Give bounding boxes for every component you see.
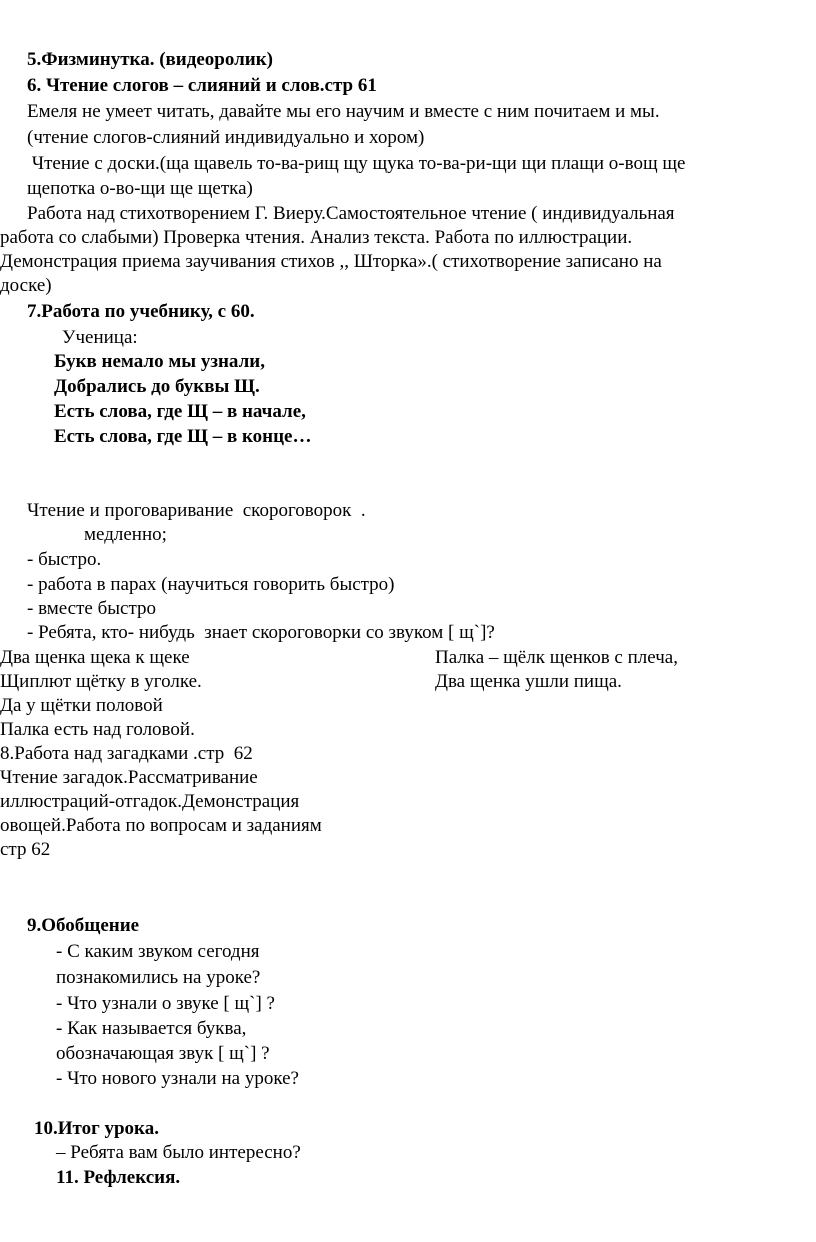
section-9-line: - Что узнали о звуке [ щ`] ?	[56, 993, 275, 1014]
section-7-heading: 7.Работа по учебнику, с 60.	[27, 301, 255, 322]
section-10-heading: 10.Итог урока.	[34, 1118, 159, 1139]
section-8-heading: 8.Работа над загадками .стр 62	[0, 743, 253, 764]
poem-line: Есть слова, где Щ – в конце…	[54, 426, 312, 447]
twister-right-line: Два щенка ушли пища.	[435, 671, 622, 692]
section-8-line: овощей.Работа по вопросам и заданиям	[0, 815, 322, 836]
twister-left-line: Палка есть над головой.	[0, 719, 195, 740]
step-item: - быстро.	[27, 549, 102, 570]
step-item: - работа в парах (научиться говорить быстро)	[27, 574, 395, 595]
section-8-line: стр 62	[0, 839, 51, 860]
section-9-heading: 9.Обобщение	[27, 915, 140, 936]
section-6-line: Емеля не умеет читать, давайте мы его научим и вместе с ним почитаем и мы.	[27, 101, 660, 122]
section-6-line: Работа над стихотворением Г. Виеру.Самостоятельное чтение ( индивидуальная	[27, 203, 675, 224]
section-9-line: обозначающая звук [ щ`] ?	[56, 1043, 270, 1064]
tongue-twister-intro: Чтение и проговаривание скороговорок .	[27, 500, 366, 521]
twister-left-line: Да у щётки половой	[0, 695, 163, 716]
section-11-heading: 11. Рефлексия.	[56, 1167, 181, 1188]
step-item: - вместе быстро	[27, 598, 156, 619]
twister-left-line: Щиплют щётку в уголке.	[0, 671, 202, 692]
step-item: - Ребята, кто- нибудь знает скороговорки со звуком [ щ`]?	[27, 622, 495, 643]
section-10-question: – Ребята вам было интересно?	[56, 1142, 301, 1163]
section-6-heading: 6. Чтение слогов – слияний и слов.стр 61	[27, 75, 377, 96]
section-6-line: щепотка о-во-щи ще щетка)	[27, 178, 253, 199]
poem-line: Букв немало мы узнали,	[54, 351, 265, 372]
twister-right-line: Палка – щёлк щенков с плеча,	[435, 647, 678, 668]
twister-left-line: Два щенка щека к щеке	[0, 647, 190, 668]
section-6-line: работа со слабыми) Проверка чтения. Анализ текста. Работа по иллюстрации.	[0, 227, 633, 248]
section-5-heading: 5.Физминутка. (видеоролик)	[27, 49, 273, 70]
section-6-line: Чтение с доски.(ща щавель то-ва-рищ щу щука то-ва-ри-щи щи плащи о-вощ ще	[27, 153, 686, 174]
section-8-line: Чтение загадок.Рассматривание	[0, 767, 258, 788]
speaker-label: Ученица:	[62, 327, 138, 348]
section-9-line: - Что нового узнали на уроке?	[56, 1068, 299, 1089]
step-item: медленно;	[84, 524, 167, 545]
poem-line: Добрались до буквы Щ.	[54, 376, 260, 397]
section-9-line: познакомились на уроке?	[56, 967, 261, 988]
section-6-line: (чтение слогов-слияний индивидуально и хором)	[27, 127, 425, 148]
section-9-line: - Как называется буква,	[56, 1018, 247, 1039]
section-6-line: Демонстрация приема заучивания стихов ,, Шторка».( стихотворение записано на	[0, 251, 662, 272]
poem-line: Есть слова, где Щ – в начале,	[54, 401, 306, 422]
section-8-line: иллюстраций-отгадок.Демонстрация	[0, 791, 300, 812]
section-6-line: доске)	[0, 275, 52, 296]
section-9-line: - С каким звуком сегодня	[56, 941, 260, 962]
